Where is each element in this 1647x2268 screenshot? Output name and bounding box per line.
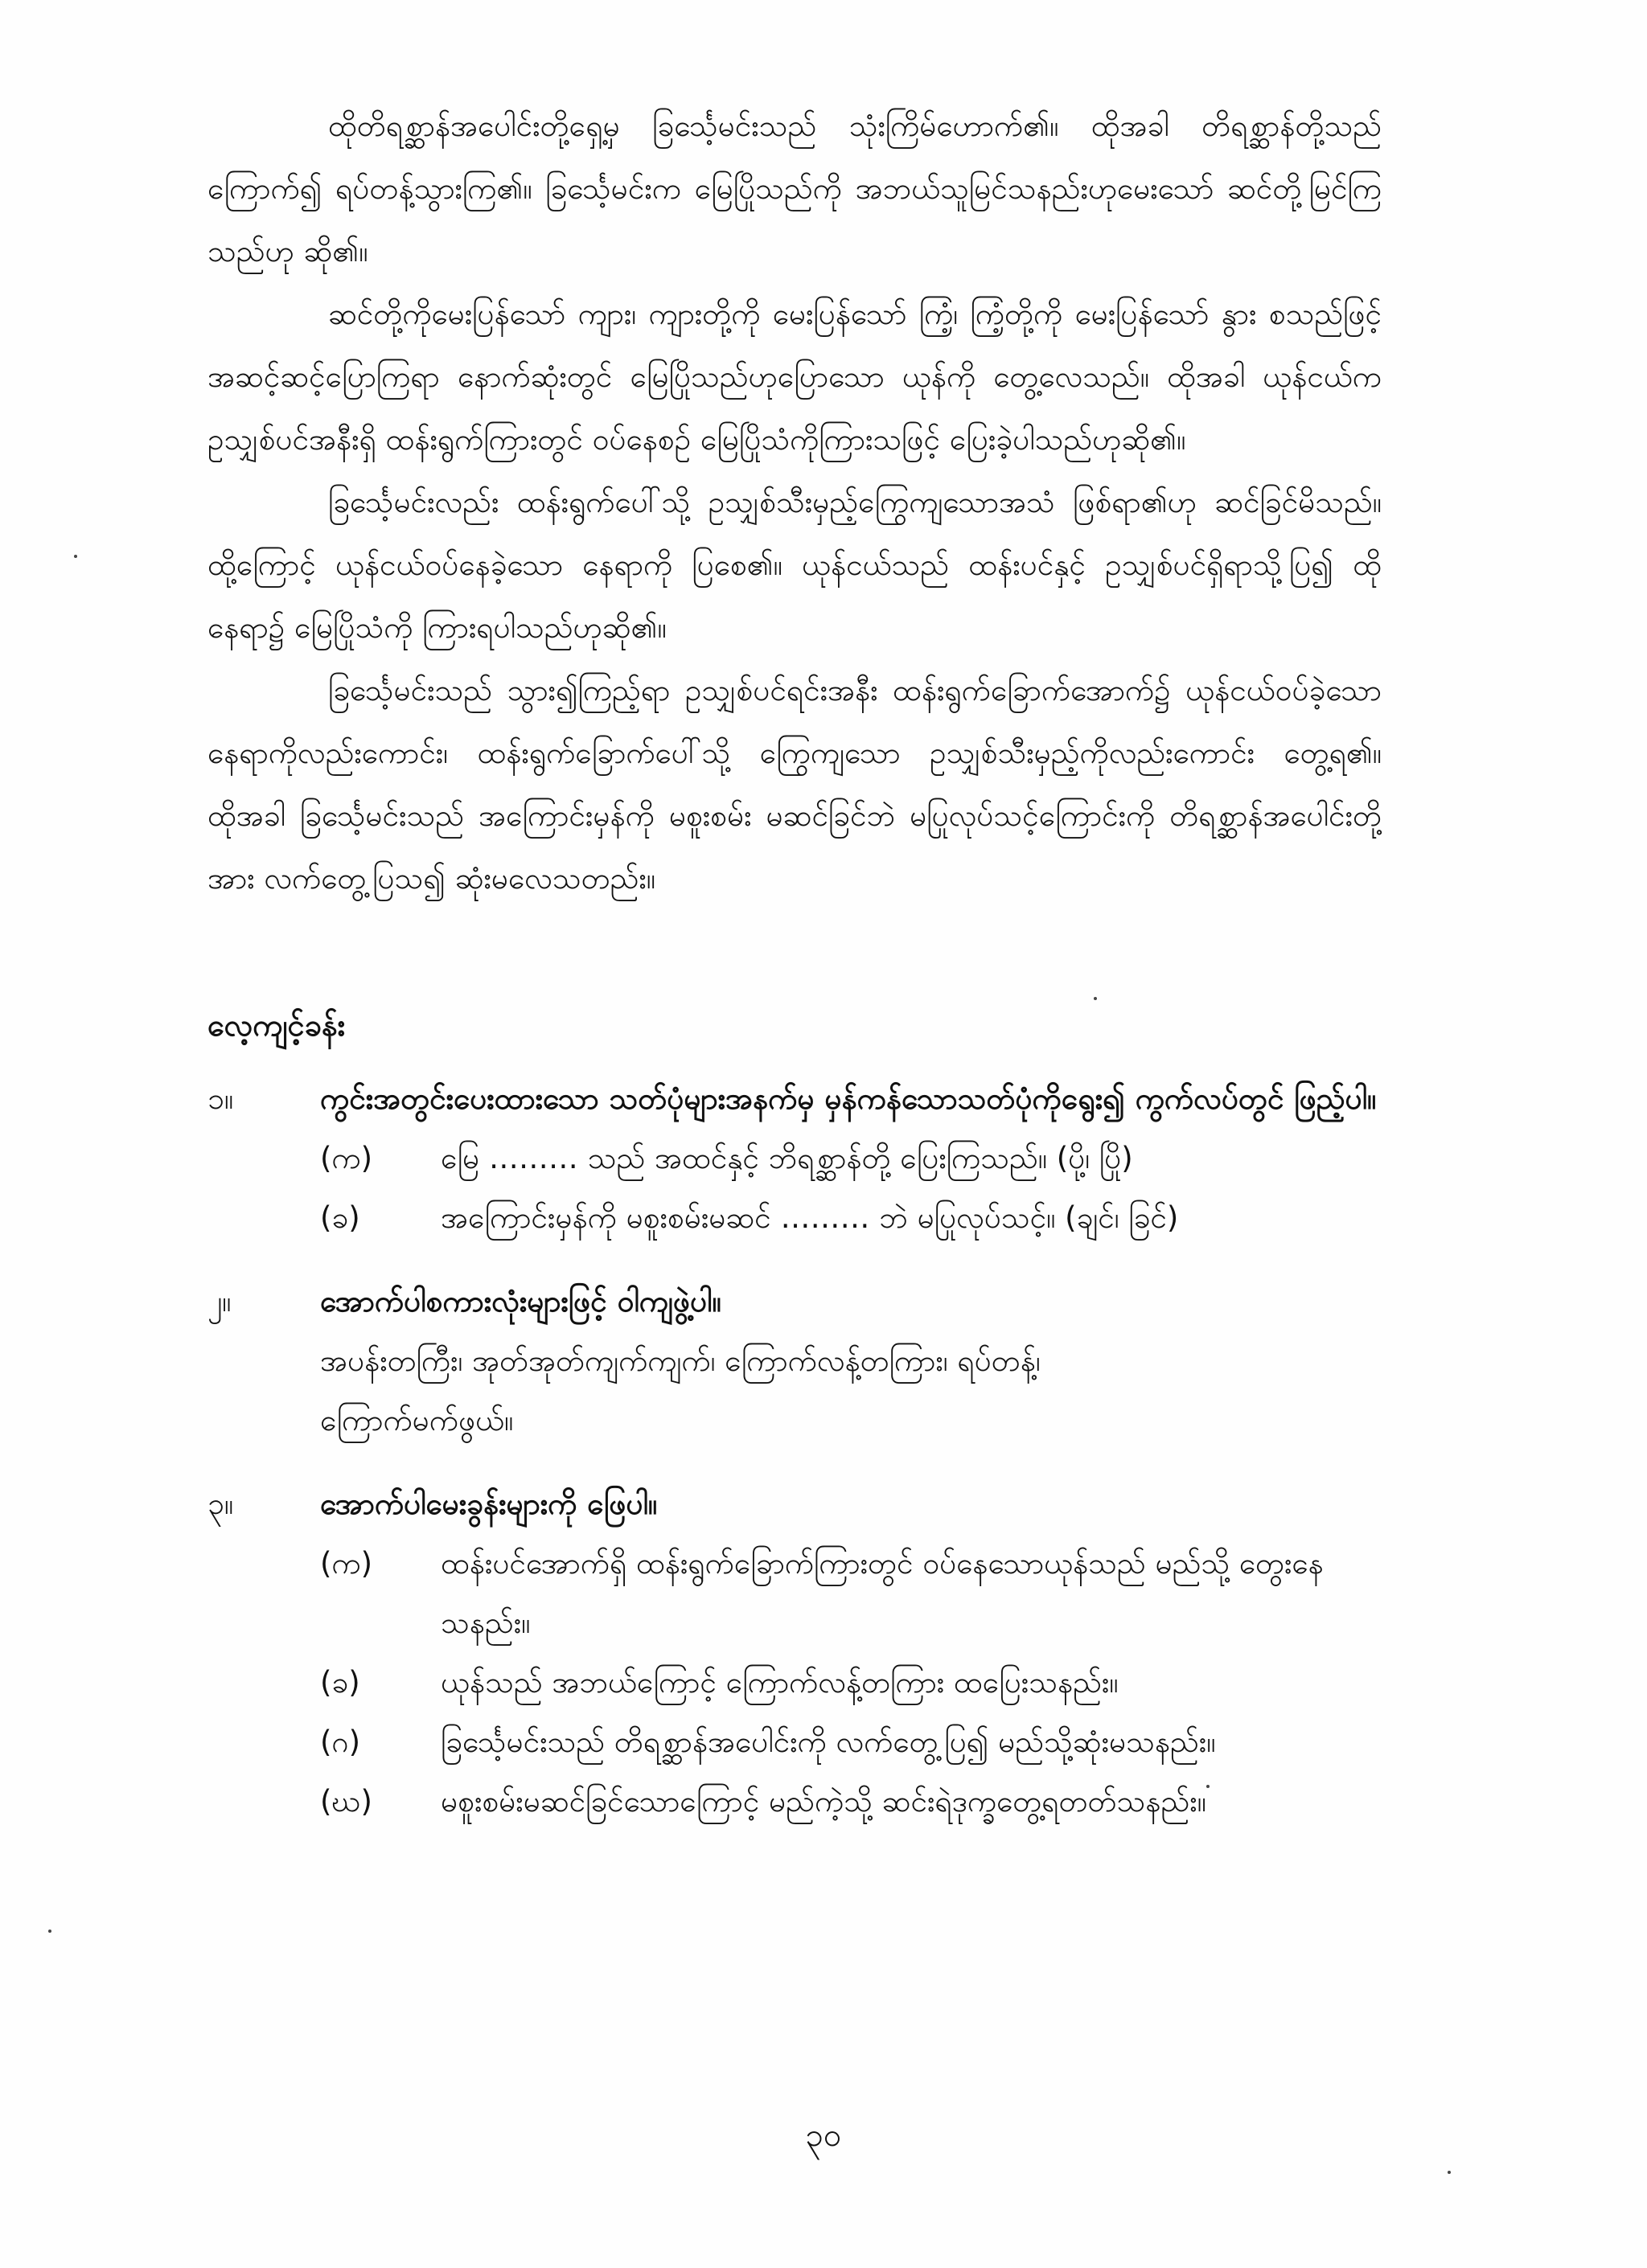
exercises-heading: လေ့ကျင့်ခန်း: [207, 1007, 346, 1043]
word-list-line: ကြောက်မက်ဖွယ်။: [320, 1403, 514, 1437]
question-stem: အောက်ပါမေးခွန်းများကို ဖြေပါ။: [320, 1487, 658, 1521]
story-paragraph: ထိုတိရစ္ဆာန်အပေါင်းတို့ရှေ့မှ ခြင်္သေ့မင်းသည် သုံးကြိမ်ဟောက်၏။ ထိုအခါ တိရစ္ဆာန်တို့သည် ကြောက်၍ ရပ်တန့်သွားကြ၏။ ခြင်္သေ့မင်းက မြေပြိုသည်ကို အဘယ်သူမြင်သနည်းဟုမေးသော် ဆင်တို့မြင်ကြသည်ဟု ဆို၏။: [207, 109, 1382, 269]
question-2: [207, 1272, 1382, 1331]
question-item: [320, 1129, 1382, 1188]
item-text: အကြောင်းမှန်ကို မစူးစမ်းမဆင် ……… ဘဲ မပြုလုပ်သင့်။ (ချင်၊ ခြင်): [441, 1200, 1179, 1235]
item-text: ထန်းပင်အောက်ရှိ ထန်းရွက်ခြောက်ကြားတွင် ဝပ်နေသောယုန်သည် မည်သို့ တွေးနေသနည်း။: [441, 1546, 1324, 1640]
question-number: ၁။: [207, 1081, 234, 1116]
story-paragraph: ဆင်တို့ကိုမေးပြန်သော် ကျား၊ ကျားတို့ကို မေးပြန်သော် ကြံ့၊ ကြံ့တို့ကို မေးပြန်သော် နွား စသည်ဖြင့် အဆင့်ဆင့်ပြောကြရာ နောက်ဆုံးတွင် မြေပြိုသည်ဟုပြောသော ယုန်ကို တွေ့လေသည်။ ထိုအခါ ယုန်ငယ်က ဥသျှစ်ပင်အနီးရှိ ထန်းရွက်ကြားတွင် ဝပ်နေစဉ် မြေပြိုသံကိုကြားသဖြင့် ပြေးခဲ့ပါသည်ဟုဆို၏။: [207, 297, 1382, 457]
question-item: [320, 1772, 1382, 1831]
question-item: [320, 1712, 1382, 1772]
item-label: (ဃ): [320, 1784, 372, 1819]
item-label: (က): [320, 1546, 373, 1581]
scan-speck: [74, 555, 77, 558]
exercises-section: [207, 997, 1382, 1831]
item-text: မစူးစမ်းမဆင်ခြင်သောကြောင့် မည်ကဲ့သို့ ဆင်းရဲဒုက္ခတွေ့ရတတ်သနည်း။: [441, 1784, 1206, 1819]
item-label: (ဂ): [320, 1725, 361, 1759]
question-1: [207, 1069, 1382, 1129]
word-list-line: အပန်းတကြီး၊ အုတ်အုတ်ကျက်ကျက်၊ ကြောက်လန့်တကြား၊ ရပ်တန့်၊: [320, 1343, 1041, 1378]
story-text: [207, 95, 1382, 910]
question-item: [320, 1188, 1382, 1248]
scan-speck: [1448, 2171, 1451, 2174]
question-item: [320, 1653, 1382, 1712]
question-stem: ကွင်းအတွင်းပေးထားသော သတ်ပုံများအနက်မှ မှန်ကန်သောသတ်ပုံကိုရွေး၍ ကွက်လပ်တွင် ဖြည့်ပါ။: [320, 1081, 1377, 1116]
item-label: (ခ): [320, 1200, 360, 1235]
story-paragraph: ခြင်္သေ့မင်းသည် သွား၍ကြည့်ရာ ဥသျှစ်ပင်ရင်းအနီး ထန်းရွက်ခြောက်အောက်၌ ယုန်ငယ်ဝပ်ခဲ့သောနေရာကိုလည်းကောင်း၊ ထန်းရွက်ခြောက်ပေါ်သို့ ကြွေကျသော ဥသျှစ်သီးမှည့်ကိုလည်းကောင်း တွေ့ရ၏။ ထိုအခါ ခြင်္သေ့မင်းသည် အကြောင်းမှန်ကို မစူးစမ်း မဆင်ခြင်ဘဲ မပြုလုပ်သင့်ကြောင်းကို တိရစ္ဆာန်အပေါင်းတို့အား လက်တွေ့ပြသ၍ ဆုံးမလေသတည်း။: [207, 673, 1382, 896]
word-list: [207, 1331, 1382, 1450]
item-text: ခြင်္သေ့မင်းသည် တိရစ္ဆာန်အပေါင်းကို လက်တွေ့ပြ၍ မည်သို့ဆုံးမသနည်း။: [441, 1725, 1216, 1759]
page-number: ၃၀: [805, 2117, 842, 2154]
question-number: ၃။: [207, 1487, 234, 1521]
story-paragraph: ခြင်္သေ့မင်းလည်း ထန်းရွက်ပေါ်သို့ ဥသျှစ်သီးမှည့်ကြွေကျသောအသံ ဖြစ်ရာ၏ဟု ဆင်ခြင်မိသည်။ ထို့ကြောင့် ယုန်ငယ်ဝပ်နေခဲ့သော နေရာကို ပြစေ၏။ ယုန်ငယ်သည် ထန်းပင်နှင့် ဥသျှစ်ပင်ရှိရာသို့ပြ၍ ထိုနေရာ၌ မြေပြိုသံကို ကြားရပါသည်ဟုဆို၏။: [207, 485, 1382, 645]
question-stem: အောက်ပါစကားလုံးများဖြင့် ဝါကျဖွဲ့ပါ။: [320, 1284, 721, 1319]
scan-speck: [1206, 1785, 1210, 1788]
item-label: (ခ): [320, 1665, 360, 1700]
item-text: ယုန်သည် အဘယ်ကြောင့် ကြောက်လန့်တကြား ထပြေးသနည်း။: [441, 1665, 1119, 1700]
item-label: (က): [320, 1141, 373, 1175]
question-item: [320, 1534, 1382, 1653]
item-text: မြေ ……… သည် အထင်နှင့် ဘိရစ္ဆာန်တို့ ပြေးကြသည်။ (ပို့၊ ပြို): [441, 1141, 1133, 1175]
scan-speck: [1094, 997, 1097, 1000]
scan-speck: [48, 1930, 51, 1933]
question-3: [207, 1474, 1382, 1534]
question-number: ၂။: [207, 1284, 232, 1319]
